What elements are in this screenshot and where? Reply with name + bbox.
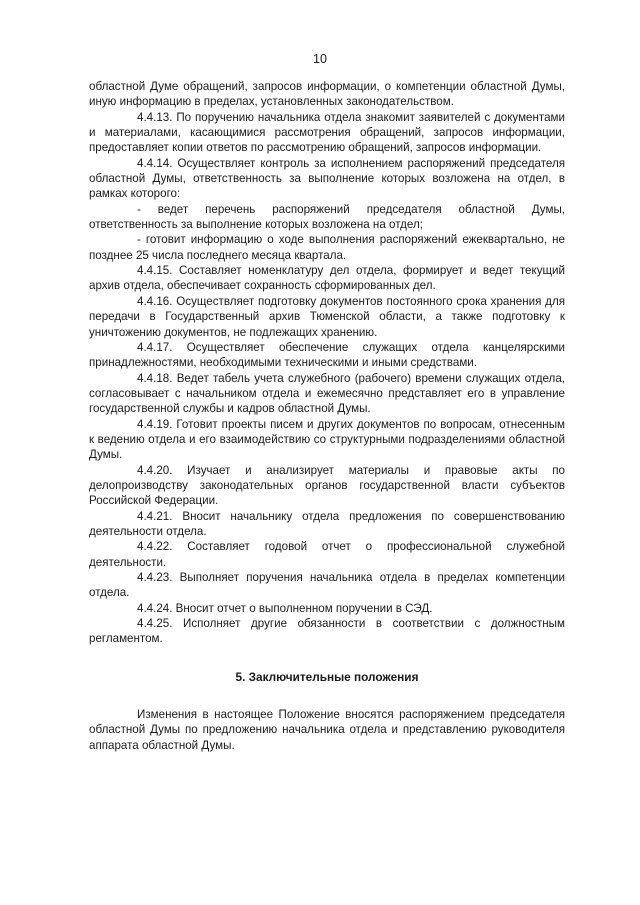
paragraph-4-4-17: 4.4.17. Осуществляет обеспечение служащих отдела канцелярскими принадлежностями, необходимыми техническими и иными средствами.	[89, 340, 565, 370]
paragraph-4-4-24: 4.4.24. Вносит отчет о выполненном поручении в СЭД.	[137, 601, 433, 615]
paragraph-continuation: областной Думе обращений, запросов информации, о компетенции областной Думы, иную информацию в пределах, установленных законодательством.	[89, 80, 565, 109]
paragraph-4-4-14-item-2: - готовит информацию о ходе выполнения распоряжений ежеквартально, не позднее 25 числа последнего месяца квартала.	[89, 233, 565, 262]
paragraph-4-4-20: 4.4.20. Изучает и анализирует материалы и правовые акты по делопроизводству законодательных органов государственной власти субъектов Российской Федерации.	[89, 463, 565, 508]
paragraph-4-4-15: 4.4.15. Составляет номенклатуру дел отдела, формирует и ведет текущий архив отдела, обеспечивает сохранность сформированных дел.	[89, 264, 565, 293]
section-5-title: 5. Заключительные положения	[235, 669, 419, 684]
page-number: 10	[313, 52, 327, 66]
paragraph-4-4-13: 4.4.13. По поручению начальника отдела знакомит заявителей с документами и материалами, касающимися рассмотрения обращений, запросов информации, предоставляет копии ответов по рассмотрению обращений, запросов информации.	[89, 110, 565, 155]
paragraph-4-4-19: 4.4.19. Готовит проекты писем и других документов по вопросам, отнесенным к ведению отдела и его взаимодействию со структурными подразделениями областной Думы.	[89, 417, 565, 462]
document-body	[89, 79, 565, 753]
paragraph-4-4-14: 4.4.14. Осуществляет контроль за исполнением распоряжений председателя областной Думы, ответственность за выполнение которых возложена на отдел, в рамках которого:	[89, 156, 565, 201]
paragraph-4-4-25: 4.4.25. Исполняет другие обязанности в соответствии с должностным регламентом.	[89, 617, 565, 646]
paragraph-4-4-22: 4.4.22. Составляет годовой отчет о профессиональной служебной деятельности.	[89, 540, 565, 569]
section-5-paragraph: Изменения в настоящее Положение вносятся распоряжением председателя областной Думы по предложению начальника отдела и представлению руководителя аппарата областной Думы.	[89, 708, 565, 752]
paragraph-4-4-18: 4.4.18. Ведет табель учета служебного (рабочего) времени служащих отдела, согласовывает с начальником отдела и ежемесячно представляет его в управление государственной службы и кадров областной Думы.	[89, 371, 565, 416]
paragraph-4-4-14-item-1: - ведет перечень распоряжений председателя областной Думы, ответственность за выполнение которых возложена на отдел;	[89, 202, 565, 232]
paragraph-4-4-21: 4.4.21. Вносит начальнику отдела предложения по совершенствованию деятельности отдела.	[89, 509, 565, 538]
paragraph-4-4-16: 4.4.16. Осуществляет подготовку документов постоянного срока хранения для передачи в Государственный архив Тюменской области, а также подготовку к уничтожению документов, не подлежащих хранению.	[89, 294, 565, 339]
paragraph-4-4-23: 4.4.23. Выполняет поручения начальника отдела в пределах компетенции отдела.	[89, 571, 565, 600]
